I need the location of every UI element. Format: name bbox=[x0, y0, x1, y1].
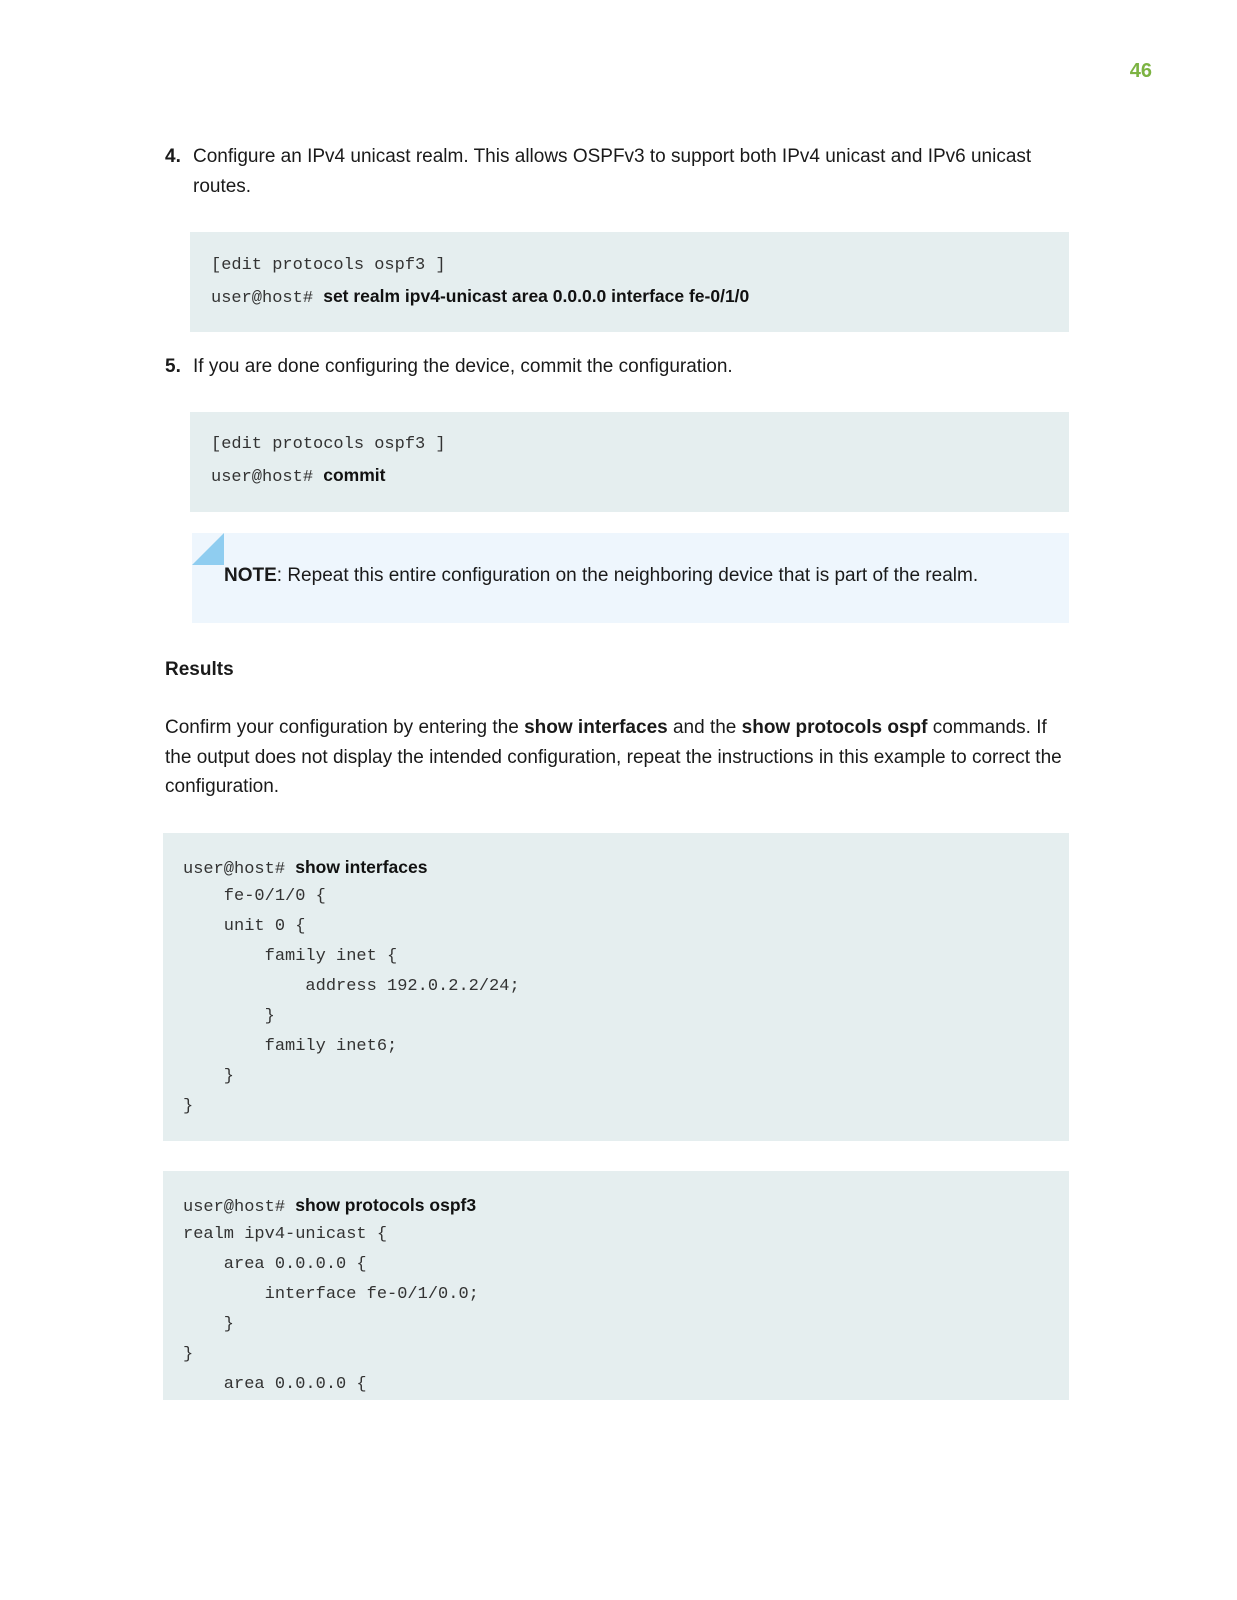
code-context: [edit protocols ospf3 ] bbox=[211, 435, 446, 454]
code-line: } bbox=[183, 1097, 194, 1116]
step-text: If you are done configuring the device, commit the configuration. bbox=[193, 356, 733, 377]
code-line: } bbox=[183, 1007, 275, 1026]
code-prompt: user@host# bbox=[183, 860, 296, 879]
code-line: area 0.0.0.0 { bbox=[183, 1255, 367, 1274]
code-line: family inet6; bbox=[183, 1037, 398, 1056]
code-command: show protocols ospf3 bbox=[295, 1195, 477, 1215]
note-box bbox=[192, 533, 1069, 623]
code-line: } bbox=[183, 1345, 194, 1364]
code-command: show interfaces bbox=[295, 857, 428, 877]
code-prompt: user@host# bbox=[211, 289, 324, 308]
results-paragraph bbox=[165, 713, 1065, 802]
code-line bbox=[211, 460, 1069, 490]
para-text: commands. If the output does not display the intended configuration, repeat the instructions in this example to correct the configuration. bbox=[165, 717, 1062, 797]
code-context: [edit protocols ospf3 ] bbox=[211, 256, 446, 275]
code-line: realm ipv4-unicast { bbox=[183, 1225, 388, 1244]
page-number: 46 bbox=[1129, 60, 1152, 82]
code-command: set realm ipv4-unicast area 0.0.0.0 interface fe-0/1/0 bbox=[323, 286, 750, 306]
code-block-step5 bbox=[190, 412, 1069, 512]
note-text bbox=[224, 561, 978, 591]
code-line: area 0.0.0.0 { bbox=[183, 1375, 367, 1394]
code-line: interface fe-0/1/0.0; bbox=[183, 1285, 479, 1304]
step-number: 4. bbox=[165, 146, 181, 167]
code-line: family inet { bbox=[183, 947, 398, 966]
code-line: unit 0 { bbox=[183, 917, 306, 936]
para-command: show interfaces bbox=[524, 717, 668, 738]
step-4 bbox=[165, 142, 1055, 202]
code-line: address 192.0.2.2/24; bbox=[183, 977, 520, 996]
code-line: } bbox=[183, 1067, 235, 1086]
step-number: 5. bbox=[165, 356, 181, 377]
note-body: : Repeat this entire configuration on the neighboring device that is part of the realm. bbox=[276, 565, 979, 586]
code-line bbox=[211, 281, 1069, 311]
code-line: } bbox=[183, 1315, 235, 1334]
step-5 bbox=[165, 352, 1055, 382]
code-line: fe-0/1/0 { bbox=[183, 887, 326, 906]
code-prompt: user@host# bbox=[183, 1198, 296, 1217]
code-line bbox=[183, 1190, 1069, 1220]
code-block-step4 bbox=[190, 232, 1069, 332]
code-block-show-interfaces bbox=[163, 833, 1069, 1141]
note-label: NOTE bbox=[224, 565, 277, 586]
code-block-show-ospf3 bbox=[163, 1171, 1069, 1400]
results-heading: Results bbox=[165, 659, 234, 680]
para-text: Confirm your configuration by entering the bbox=[165, 717, 525, 738]
para-command: show protocols ospf bbox=[741, 717, 928, 738]
code-command: commit bbox=[323, 465, 386, 485]
para-text: and the bbox=[667, 717, 742, 738]
code-prompt: user@host# bbox=[211, 468, 324, 487]
code-line bbox=[183, 852, 1069, 882]
step-text: Configure an IPv4 unicast realm. This allows OSPFv3 to support both IPv4 unicast and IPv6 unicast routes. bbox=[193, 146, 1032, 197]
note-corner-icon bbox=[192, 533, 224, 565]
